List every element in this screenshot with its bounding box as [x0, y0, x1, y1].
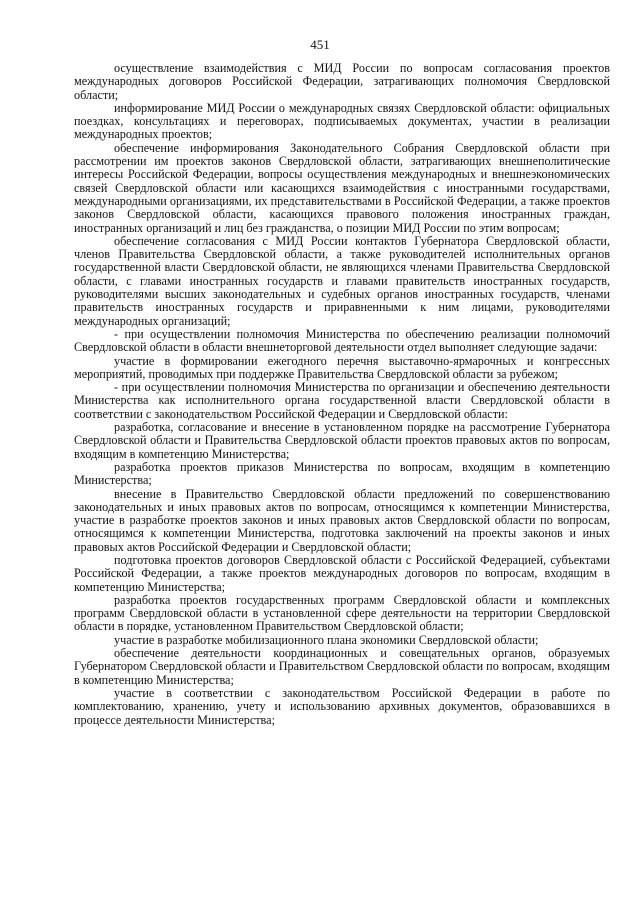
paragraph: разработка проектов государственных программ Свердловской области и комплексных программ Свердловской области в установленной сфере деятельности на территории Свердловской области в порядке, установленном Правительством Свердловской области; [74, 592, 610, 634]
paragraph: обеспечение деятельности координационных и совещательных органов, образуемых Губернатором Свердловской области и Правительством Свердловской области по вопросам, входящим в компетенцию Министерства; [74, 646, 610, 687]
paragraph: - при осуществлении полномочия Министерства по организации и обеспечению деятельности Министерства как исполнительного органа государственной власти Свердловской области в соответствии с законодательством Российской Федерации и Свердловской области: [74, 380, 610, 421]
document-body [74, 62, 610, 727]
paragraph: внесение в Правительство Свердловской области предложений по совершенствованию законодательных и иных правовых актов по вопросам, относящимся к компетенции Министерства, участие в разработке проектов законов и иных правовых актов Свердловской области по вопросам, относящимся к компетенции Министерства, подготовка заключений на проекты законов и иных правовых актов Российской Федерации и Свердловской области; [74, 486, 610, 554]
paragraph: участие в формировании ежегодного перечня выставочно-ярмарочных и конгрессных мероприятий, проводимых при поддержке Правительства Свердловской области за рубежом; [74, 353, 610, 381]
paragraph: обеспечение согласования с МИД России контактов Губернатора Свердловской области, членов Правительства Свердловской области, а также руководителей исполнительных органов государственной власти Свердловской области, не являющихся членами Правительства Свердловской области, с главами иностранных государств и главами правительств иностранных государств, руководителями высших законодательных и судебных органов иностранных государств, членами правительств иностранных государств и приравненными к ним лицами, руководителями международных организаций; [74, 233, 610, 328]
page-number: 451 [310, 37, 330, 52]
paragraph: информирование МИД России о международных связях Свердловской области: официальных поездках, консультациях и переговорах, подписываемых документах, участии в реализации международных проектов; [74, 100, 610, 142]
paragraph: разработка проектов приказов Министерства по вопросам, входящим в компетенцию Министерства; [74, 459, 610, 488]
paragraph: подготовка проектов договоров Свердловской области с Российской Федерацией, субъектами Российской Федерации, а также проектов международных договоров по вопросам, входящим в компетенцию Министерства; [74, 552, 610, 594]
paragraph: участие в соответствии с законодательством Российской Федерации в работе по комплектованию, хранению, учету и использованию архивных документов, образовавшихся в процессе деятельности Министерства; [74, 685, 610, 727]
paragraph: - при осуществлении полномочия Министерства по обеспечению реализации полномочий Свердловской области в области внешнеторговой деятельности отдел выполняет следующие задачи: [74, 326, 610, 355]
paragraph: разработка, согласование и внесение в установленном порядке на рассмотрение Губернатора Свердловской области и Правительства Свердловской области проектов правовых актов по вопросам, входящим в компетенцию Министерства; [74, 420, 610, 461]
paragraph: обеспечение информирования Законодательного Собрания Свердловской области при рассмотрении им проектов законов Свердловской области, затрагивающих внешнеполитические интересы Российской Федерации, вопросы осуществления международных и внешнеэкономических связей Свердловской области или касающихся взаимодействия с иностранными государствами, международными организациями, их представительствами в Российской Федерации, а также проектов законов Свердловской области, касающихся правового положения иностранных граждан, иностранных организаций и лиц без гражданства, о позиции МИД России по этим вопросам; [74, 140, 610, 235]
paragraph: осуществление взаимодействия с МИД России по вопросам согласования проектов международных договоров Российской Федерации, затрагивающих полномочия Свердловской области; [74, 61, 610, 102]
paragraph: участие в разработке мобилизационного плана экономики Свердловской области; [114, 632, 539, 647]
